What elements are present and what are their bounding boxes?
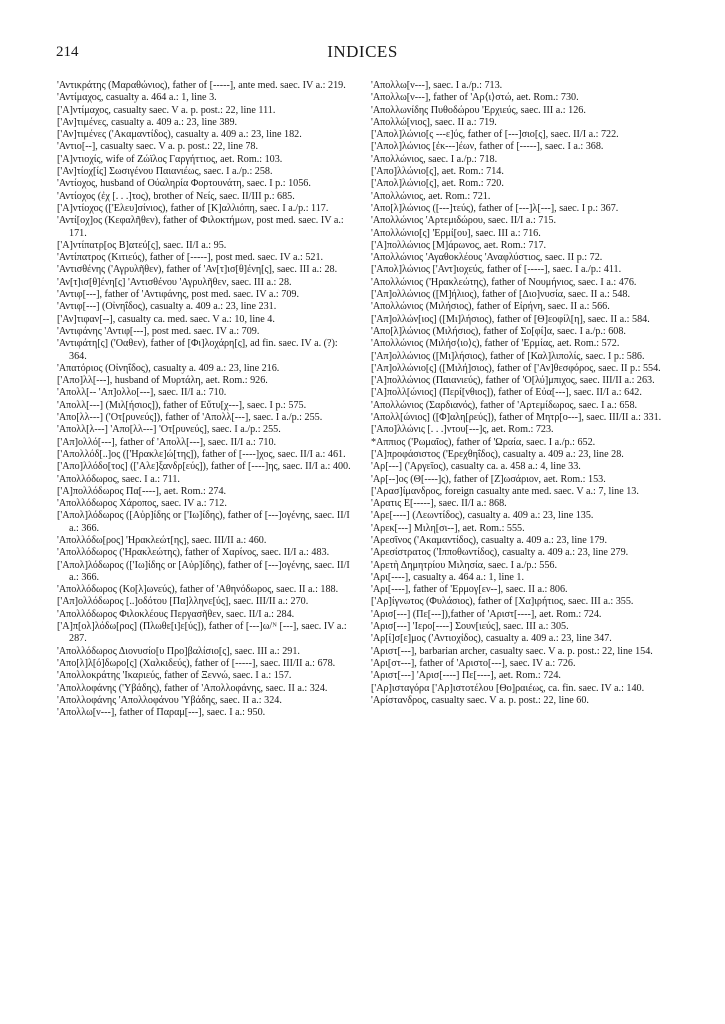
index-entry: 'Αντιφ[---] (Οἰνηΐδος), casualty a. 409 a.: 23, line 231. (57, 301, 277, 313)
index-entry: 'Αρε[----] (Λεωντίδος), casualty a. 409 a.: 23, line 135. (371, 510, 594, 522)
index-entry: *Αππιος ('Ρωμαῖος), father of 'Ωραία, saec. I a./p.: 652. (371, 436, 596, 448)
index-entry: ['Απ]ολλώνιος ([Μι]λήσιος), father of [Καλ]λιπολίς, saec. I p.: 586. (371, 350, 645, 362)
index-entry: ['Απο]λλ[---], husband of Μυρτάλη, aet. Rom.: 926. (57, 375, 268, 387)
index-entry: ['Απ]ολλόδωρος [..]οδότου [Πα]λληνε[ύς], saec. III/II a.: 270. (57, 596, 309, 608)
index-entry: 'Αρ[--]ος (Θ[----]ς), father of [Ζ]ωσάριον, aet. Rom.: 153. (371, 473, 606, 485)
index-entry: 'Απολλόδωρος Χάροπος, saec. IV a.: 712. (57, 498, 227, 510)
index-entry: ['Αν]τιμένες ('Ακαμαντίδος), casualty a. 409 a.: 23, line 182. (57, 129, 302, 141)
index-entry: ['Απολ]λώνιος [ἐκ---]έων, father of [-----], saec. I a.: 368. (371, 141, 604, 153)
index-entry: 'Αντίπατρος (Κιτιεύς), father of [-----], post med. saec. IV a.: 521. (57, 252, 324, 264)
index-entry: ['Απολλόδ[..]ος (['Ηρακλε]ώ[της]), father of [----]χος, saec. II/I a.: 461. (57, 448, 346, 460)
index-entry: ['Απολ]λώνιο[ς ---ε]ύς, father of [---]σιο[ς], saec. II/I a.: 722. (371, 129, 619, 141)
index-entry: ['Α]πολλώνιος (Παιανιεύς), father of 'Ο[λύ]μπιχος, saec. III/II a.: 263. (371, 375, 655, 387)
index-entry: 'Αντικράτης (Μαραθώνιος), father of [-----], ante med. saec. IV a.: 219. (57, 80, 346, 91)
index-entry: ['Α]ντίοχος (['Ελευ]σίνιος), father of [Κ]αλλιόπη, saec. I a./p.: 117. (57, 202, 329, 214)
index-entry: 'Απολλόδωρος, saec. I a.: 711. (57, 473, 180, 485)
index-entry: 'Απο[λ]λώνιος ([---]τεύς), father of [---]λ[---], saec. I p.: 367. (371, 202, 619, 214)
index-entry: ['Απο]λλώνις [. . .]ντου[---]ς, aet. Rom.: 723. (371, 424, 554, 436)
index-entry: ['Αν]τιμένες, casualty a. 409 a.: 23, line 389. (57, 116, 238, 128)
page-number: 214 (56, 44, 79, 60)
index-entry: 'Απο[λ]λ[ό]δωρο[ς] (Χαλκιδεύς), father of [-----], saec. III/II a.: 678. (57, 657, 336, 669)
index-entry: 'Αντίμαχος, casualty a. 464 a.: 1, line 3. (57, 92, 217, 104)
index-entry: 'Απατόριος (Οἰνηΐδος), casualty a. 409 a.: 23, line 216. (57, 362, 280, 374)
index-entry: ['Α]πολλ[ώνιος] (Περί[νθιος]), father of Εὐα[---], saec. II/I a.: 642. (371, 387, 642, 399)
index-column-left (57, 80, 357, 719)
index-entry: ['Αν]τιφαν[--], casualty ca. med. saec. V a.: 10, line 4. (57, 313, 275, 325)
index-entry: 'Αριστ[---] 'Αρισ[----] Πε[----], aet. Rom.: 724. (371, 670, 561, 682)
index-entry: ['Α]ντίπατρ[ος Β]ατεύ[ς], saec. II/I a.: 95. (57, 239, 227, 251)
index-entry: ['Α]προφάσιστος ('Ερεχθηΐδος), casualty a. 409 a.: 23, line 28. (371, 448, 624, 460)
index-entry: 'Απολλόδωρος (Κο[λ]ωνεύς), father of 'Αθηνόδωρος, saec. II a.: 188. (57, 584, 339, 596)
index-entry: 'Αρεκ[---] Μιλη[σι--], aet. Rom.: 555. (371, 522, 525, 534)
index-entry: 'Απολλ[---] (Μιλ[ήσιος]), father of Εὔτυ[χ---], saec. I p.: 575. (57, 399, 307, 411)
index-entry: 'Απολλ[λ---] 'Απο[λλ---] 'Οτ[ρυνεύς], saec. I a./p.: 255. (57, 424, 281, 436)
index-entry: 'Αρι[----], father of 'Ερμογ[εν--], saec. II a.: 806. (371, 584, 568, 596)
index-entry: 'Αρεσίστρατος ('Ιπποθωντίδος), casualty a. 409 a.: 23, line 279. (371, 547, 629, 559)
index-entry: 'Απολλώνιος (Σαρδιανός), father of 'Αρτεμίδωρος, saec. I a.: 658. (371, 399, 638, 411)
index-entry: ['Αρ]ίγνωτος (Φυλάσιος), father of [Χα]ιρήτιος, saec. III a.: 355. (371, 596, 634, 608)
index-entry: ['Απ]ολλώνιος ([Μ]ήλιος), father of [Διο]νυσία, saec. II a.: 548. (371, 289, 631, 301)
index-entry: 'Αρατις Ε[-----], saec. II/I a.: 868. (371, 498, 507, 510)
index-entry: 'Αν[τ]ισ[θ]ένη[ς] 'Αντισθένου 'Αγρυλῆθεν, saec. III a.: 28. (57, 276, 292, 288)
index-entry: ['Απολ]λόδωρος ([Αὐρ]ίδης or ['Ιω]ίδης), father of [---]ογένης, saec. II/I a.: 366. (57, 510, 350, 534)
index-entry: 'Απολλώνιος (Μιλήσιος), father of Εἰρήνη, saec. II a.: 566. (371, 301, 610, 313)
index-entry: ['Αρ]ισταγόρα ['Αρ]ιστοτέλου [Θο]ραιέως, ca. fin. saec. IV a.: 140. (371, 682, 645, 694)
index-entry: 'Αρ[---] ('Αργεῖος), casualty ca. a. 458 a.: 4, line 33. (371, 461, 581, 473)
index-entry: 'Αντιφάνης 'Αντιφ[---], post med. saec. IV a.: 709. (57, 325, 260, 337)
index-entry: 'Απο[λλ---] ('Οτ[ρυνεύς]), father of 'Απολλ[---], saec. I a./p.: 255. (57, 412, 323, 424)
index-entry: 'Απολλώνιος (Μιλήσ⟨ιο⟩ς), father of 'Ερμίας, aet. Rom.: 572. (371, 338, 620, 350)
index-entry: ['Απ]ολλό[---], father of 'Απολλ[---], saec. II/I a.: 710. (57, 436, 277, 448)
index-entry: 'Απολλόδω[ρος] 'Ηρακλεώτ[ης], saec. III/II a.: 460. (57, 534, 267, 546)
index-entry: 'Απολλ[-- 'Απ]ολλο[---], saec. II/I a.: 710. (57, 387, 227, 399)
index-entry: ['Αν]τίοχ[ίς] Σωσιγένου Παιανιέως, saec. I a./p.: 258. (57, 166, 273, 178)
index-entry: 'Αρι[----], casualty a. 464 a.: 1, line 1. (371, 571, 524, 583)
index-entry: 'Απολλοφάνης 'Απολλοφάνου 'Υβάδης, saec. II a.: 324. (57, 694, 282, 706)
index-entry: 'Απολλοφάνης ('Υβάδης), father of 'Απολλοφάνης, saec. II a.: 324. (57, 682, 328, 694)
index-entry: ['Απο]λλώνιο[ς], aet. Rom.: 714. (371, 166, 504, 178)
index-entry: 'Αντιο[--], casualty saec. V a. p. post.: 22, line 78. (57, 141, 259, 153)
index-entry: 'Απολλω[ν---], father of Παραμ[---], saec. I a.: 950. (57, 707, 266, 719)
index-entry: 'Αντιφάτη[ς] ('Οαθεν), father of [Φι]λοχάρη[ς], ad fin. saec. IV a. (?): 364. (57, 338, 338, 362)
index-entry: 'Αρίστανδρος, casualty saec. V a. p. post.: 22, line 60. (371, 694, 589, 706)
index-entry: ['Απολ]λόδωρος (['Ιω]ίδης or [Αὐρ]ίδης), father of [---]ογένης, saec. II/I a.: 366. (57, 559, 350, 583)
index-entry: 'Αντίοχος, husband of Ούαληρία Φορτουνάτη, saec. I p.: 1056. (57, 178, 311, 190)
index-entry: ['Α]πολλώνιος [Μ]άρωνος, aet. Rom.: 717. (371, 239, 547, 251)
index-entry: ['Απ]ολλώνιο[ς] ([Μιλή]σιος), father of ['Αν]θεσφόρος, saec. II p.: 554. (371, 362, 661, 374)
index-entry: ['Α]π[ολ]λόδω[ρος] (Πλωθε[ι]ε[ύς]), father of [---]ω/ᴺ [---], saec. IV a.: 287. (57, 621, 347, 645)
index-entry: ['Απολ]λώνιος ['Αντ]ιοχεύς, father of [-----], saec. I a./p.: 411. (371, 264, 622, 276)
index-entry: 'Αρ[ί]σ[ε]μος ('Αντιοχίδος), casualty a. 409 a.: 23, line 347. (371, 633, 612, 645)
index-entry: 'Απολλω[ν---], father of 'Αρ⟨ι⟩στώ, aet. Rom.: 730. (371, 92, 579, 104)
index-entry: 'Απολλόδωρος Διονυσίο[υ Προ]βαλίσιο[ς], saec. III a.: 291. (57, 645, 300, 657)
index-entry: ['Α]ντίμαχος, casualty saec. V a. p. post.: 22, line 111. (57, 104, 276, 116)
index-entry: 'Απολλόδωρος Φιλοκλέους Περγασῆθεν, saec. II/I a.: 284. (57, 608, 295, 620)
index-entry: ['Απολ]λώνιο[ς], aet. Rom.: 720. (371, 178, 504, 190)
index-entry: 'Αντίοχος (ἐχ [. . .]τος), brother of Νείς, saec. II/III p.: 685. (57, 190, 295, 202)
index-entry: 'Απολλω[ν---], saec. I a./p.: 713. (371, 80, 503, 91)
index-entry: 'Απο[λ]λώνιος (Μιλήσιος), father of Σο[φί]α, saec. I a./p.: 608. (371, 325, 626, 337)
index-entry: 'Απολλώνιος, aet. Rom.: 721. (371, 190, 491, 202)
index-entry: 'Αρετὴ Δημητρίου Μιλησία, saec. I a./p.: 556. (371, 559, 558, 571)
index-entry: 'Αρισ[---] (Πε[---]),father of 'Αριστ[----], aet. Rom.: 724. (371, 608, 602, 620)
index-entry: 'Αριστ[---], barbarian archer, casualty saec. V a. p. post.: 22, line 154. (371, 645, 653, 657)
index-entry: 'Απολλώ[νιος], saec. II a.: 719. (371, 116, 497, 128)
index-entry: 'Αρεσῖνος ('Ακαμαντίδος), casualty a. 409 a.: 23, line 179. (371, 534, 607, 546)
running-head: INDICES (327, 42, 398, 61)
index-column-right (371, 80, 671, 707)
index-entry: 'Αντιφ[---], father of 'Αντιφάνης, post med. saec. IV a.: 709. (57, 289, 299, 301)
index-entry: 'Αρισ[---] 'Ιερο[----] Σουν[ιεύς], saec. III a.: 305. (371, 621, 569, 633)
index-entry: 'Απολλοκράτης 'Ικαριεύς, father of Ξεννώ, saec. I a.: 157. (57, 670, 292, 682)
index-entry: 'Αντισθένης ('Αγρυλῆθεν), father of 'Αν[τ]ισ[θ]ένη[ς], saec. III a.: 28. (57, 264, 338, 276)
index-entry: 'Απολλώνιο[ς] 'Ερμί[ου], saec. III a.: 716. (371, 227, 541, 239)
index-entry: ['Αρασ]ίμανδρος, foreign casualty ante med. saec. V a.: 7, line 13. (371, 485, 639, 497)
index-entry: 'Απολλ[ώνιος] ([Φ]αλη[ρεύς]), father of Μητρ[ο---], saec. III/II a.: 331. (371, 412, 662, 424)
index-entry: 'Απολλώνιος 'Αρτεμιδώρου, saec. II/I a.: 715. (371, 215, 557, 227)
index-entry: 'Αντί[οχ]ος (Κεφαλῆθεν), father of Φιλοκτήμων, post med. saec. IV a.: 171. (57, 215, 344, 239)
index-entry: ['Α]ντιοχίς, wife of Ζώϊλος Γαργήττιος, aet. Rom.: 103. (57, 153, 283, 165)
index-entry: 'Απολλώνιος 'Αγαθοκλέους 'Αναφλύστιος, saec. II p.: 72. (371, 252, 603, 264)
index-entry: ['Απ]ολλών[ιος] ([Μι]λήσιος), father of [Θ]εοφίλ[η], saec. II a.: 584. (371, 313, 650, 325)
index-entry: ['Απο]λλόδο[τος] (['Αλε]ξανδρ[εύς]), father of [----]ης, saec. II/I a.: 400. (57, 461, 351, 473)
index-entry: 'Απολλώνιος ('Ηρακλεώτης), father of Νουμήνιος, saec. I a.: 476. (371, 276, 637, 288)
index-entry: 'Απολλώνιος, saec. I a./p.: 718. (371, 153, 498, 165)
index-entry: 'Αρι[στ---], father of 'Αριστο[---], saec. IV a.: 726. (371, 657, 576, 669)
index-entry: ['Α]πολλόδωρος Πα[----], aet. Rom.: 274. (57, 485, 227, 497)
index-entry: 'Απολλόδωρος ('Ηρακλεώτης), father of Χαρίνος, saec. II/I a.: 483. (57, 547, 330, 559)
index-entry: 'Απολλωνίδης Πυθοδώρου 'Ερχιεύς, saec. III a.: 126. (371, 104, 586, 116)
